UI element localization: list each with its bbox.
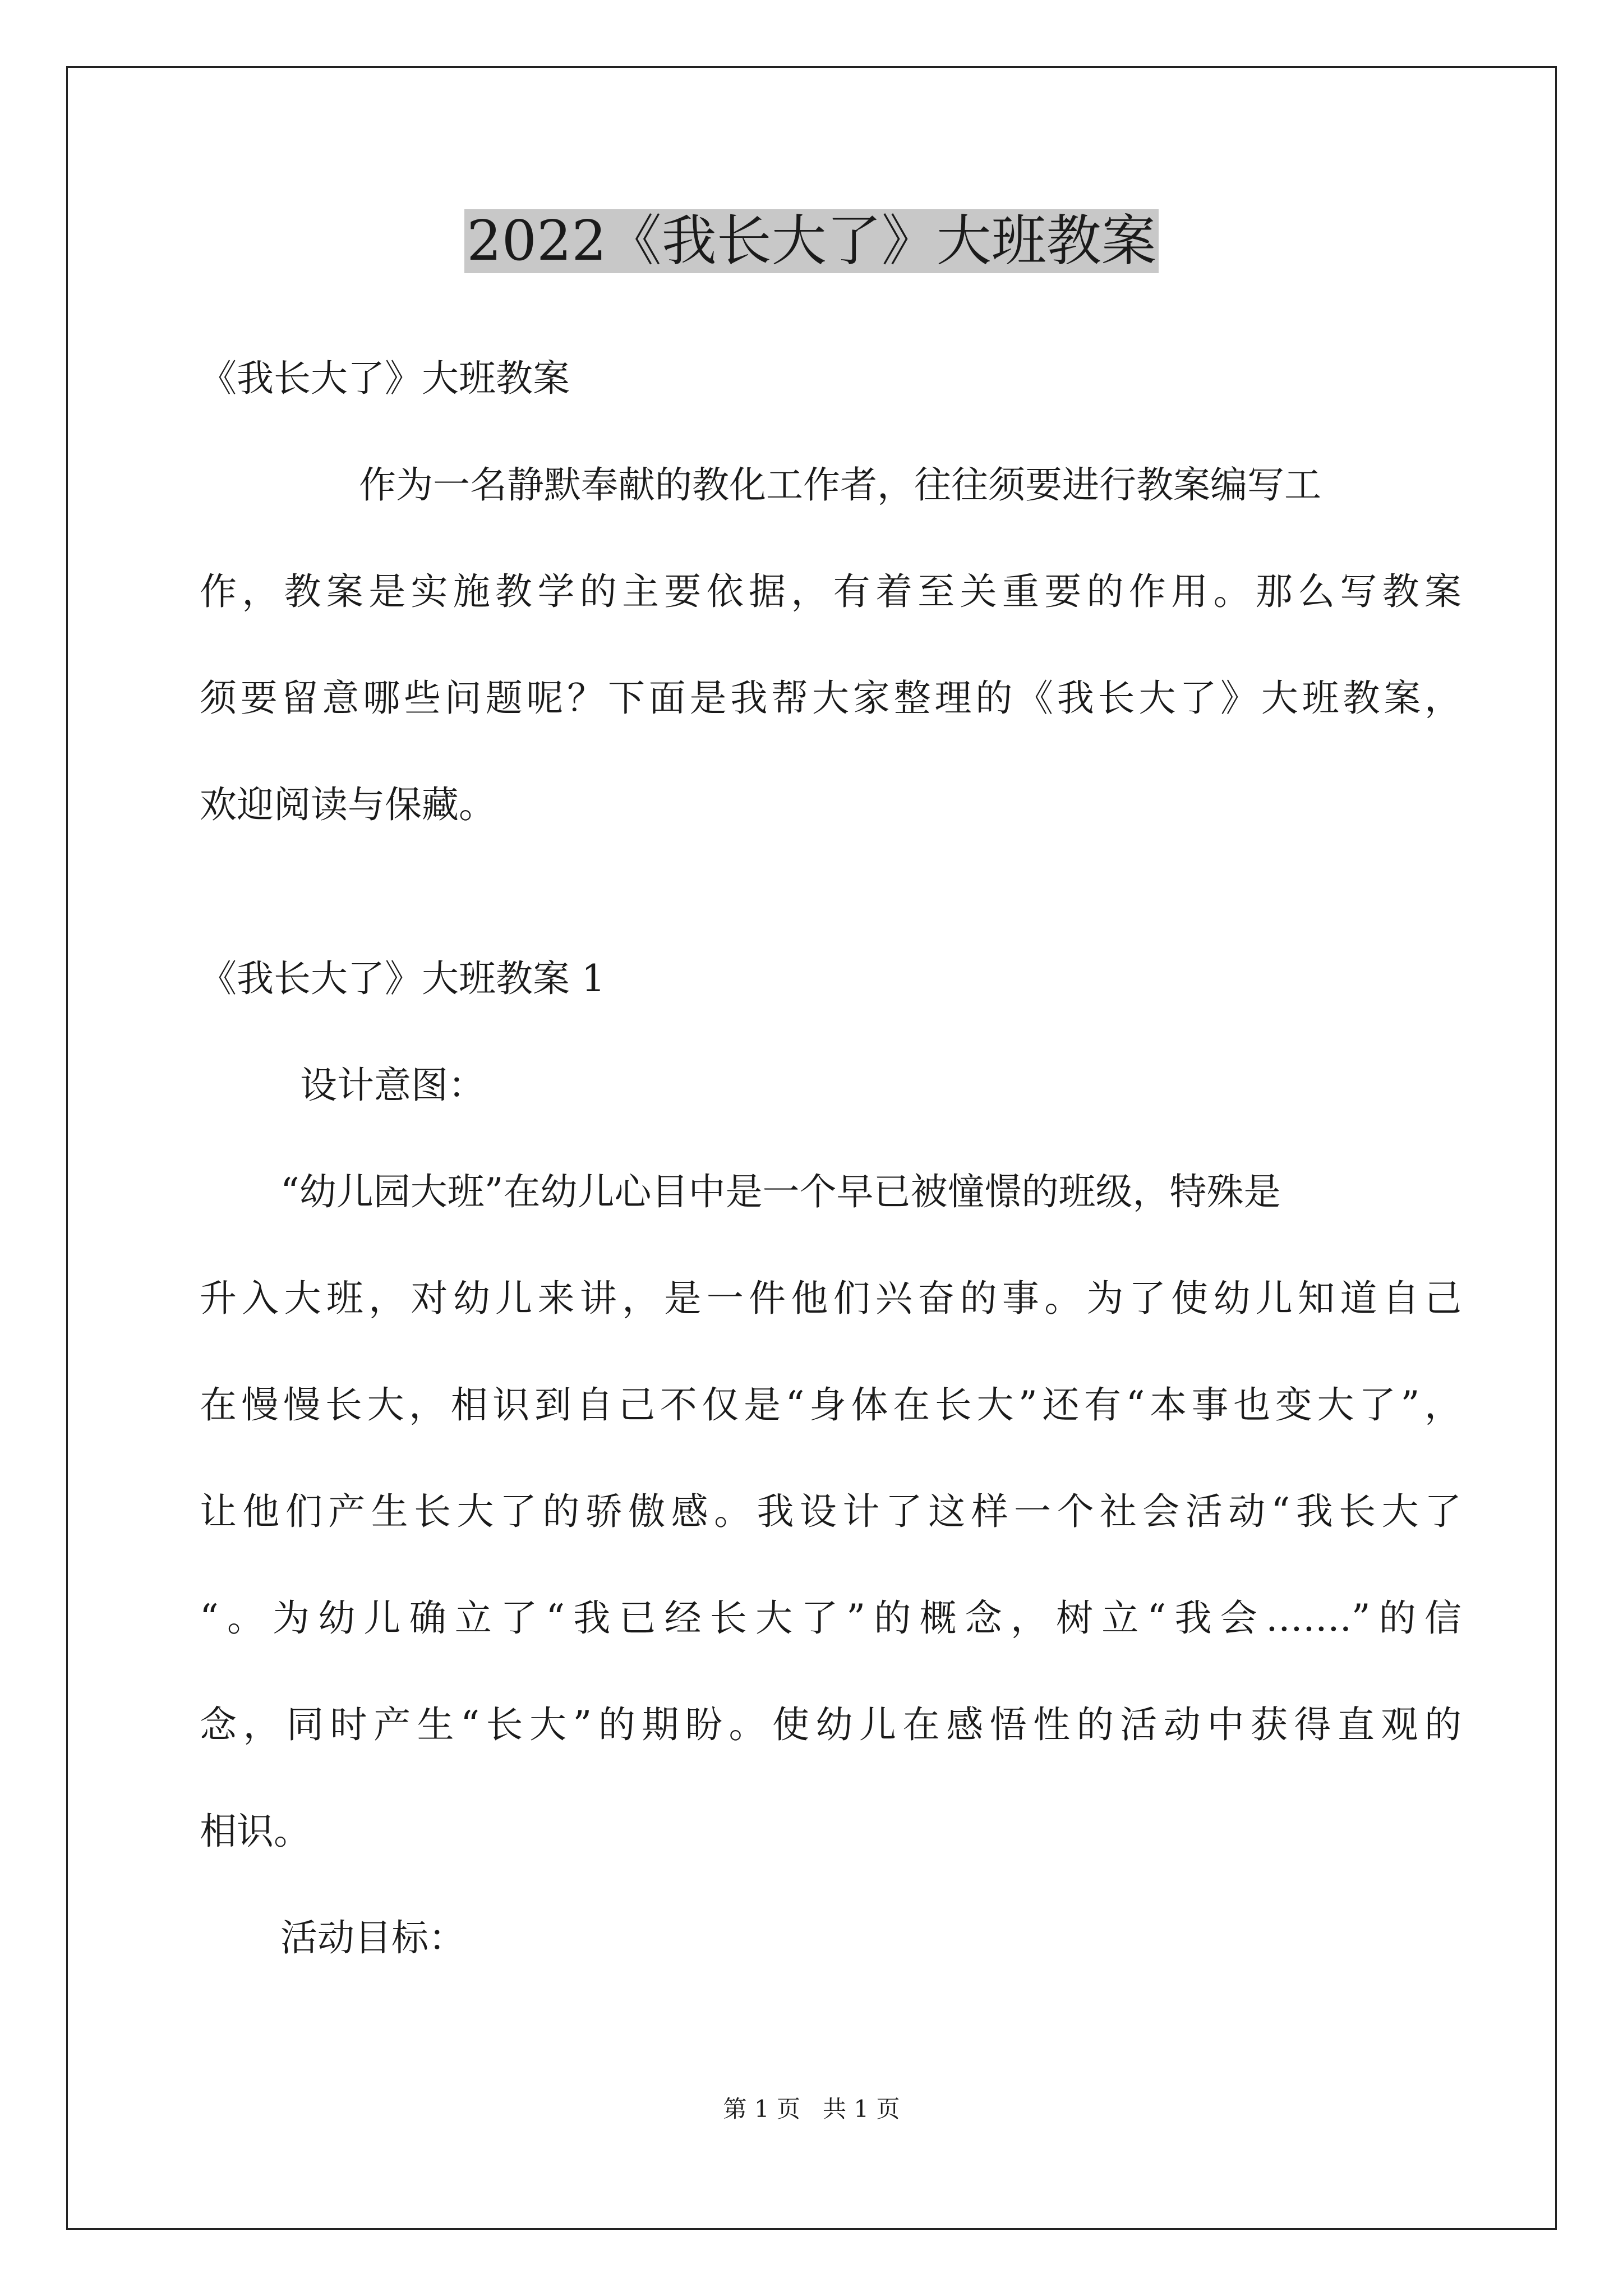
design-line-2: 升入大班，对幼儿来讲，是一件他们兴奋的事。为了使幼儿知道自己 xyxy=(200,1277,1461,1320)
intro-line-1: 作为一名静默奉献的教化工作者，往往须要进行教案编写工 xyxy=(359,463,1321,507)
design-line-1: “幼儿园大班”在幼儿心目中是一个早已被憧憬的班级，特殊是 xyxy=(280,1170,1281,1213)
design-line-5: “。为幼儿确立了“我已经长大了”的概念，树立“我会…….”的信 xyxy=(200,1596,1461,1640)
design-line-4: 让他们产生长大了的骄傲感。我设计了这样一个社会活动“我长大了 xyxy=(200,1490,1461,1533)
design-line-7: 相识。 xyxy=(200,1810,311,1853)
intro-line-4: 欢迎阅读与保藏。 xyxy=(200,783,496,826)
subtitle: 《我长大了》大班教案 xyxy=(200,357,570,400)
document-title xyxy=(0,202,1623,280)
title-highlight: 2022《我长大了》大班教案 xyxy=(464,209,1158,273)
design-heading: 设计意图： xyxy=(300,1064,485,1107)
goal-heading: 活动目标： xyxy=(280,1916,465,1959)
intro-line-2: 作，教案是实施教学的主要依据，有着至关重要的作用。那么写教案 xyxy=(200,570,1461,613)
intro-line-3: 须要留意哪些问题呢？下面是我帮大家整理的《我长大了》大班教案， xyxy=(200,677,1461,720)
design-line-6: 念，同时产生“长大”的期盼。使幼儿在感悟性的活动中获得直观的 xyxy=(200,1703,1461,1746)
section-heading: 《我长大了》大班教案 1 xyxy=(200,957,605,1000)
design-line-3: 在慢慢长大，相识到自己不仅是“身体在长大”还有“本事也变大了”， xyxy=(200,1383,1461,1427)
page-footer: 第 1 页 共 1 页 xyxy=(723,2095,900,2123)
